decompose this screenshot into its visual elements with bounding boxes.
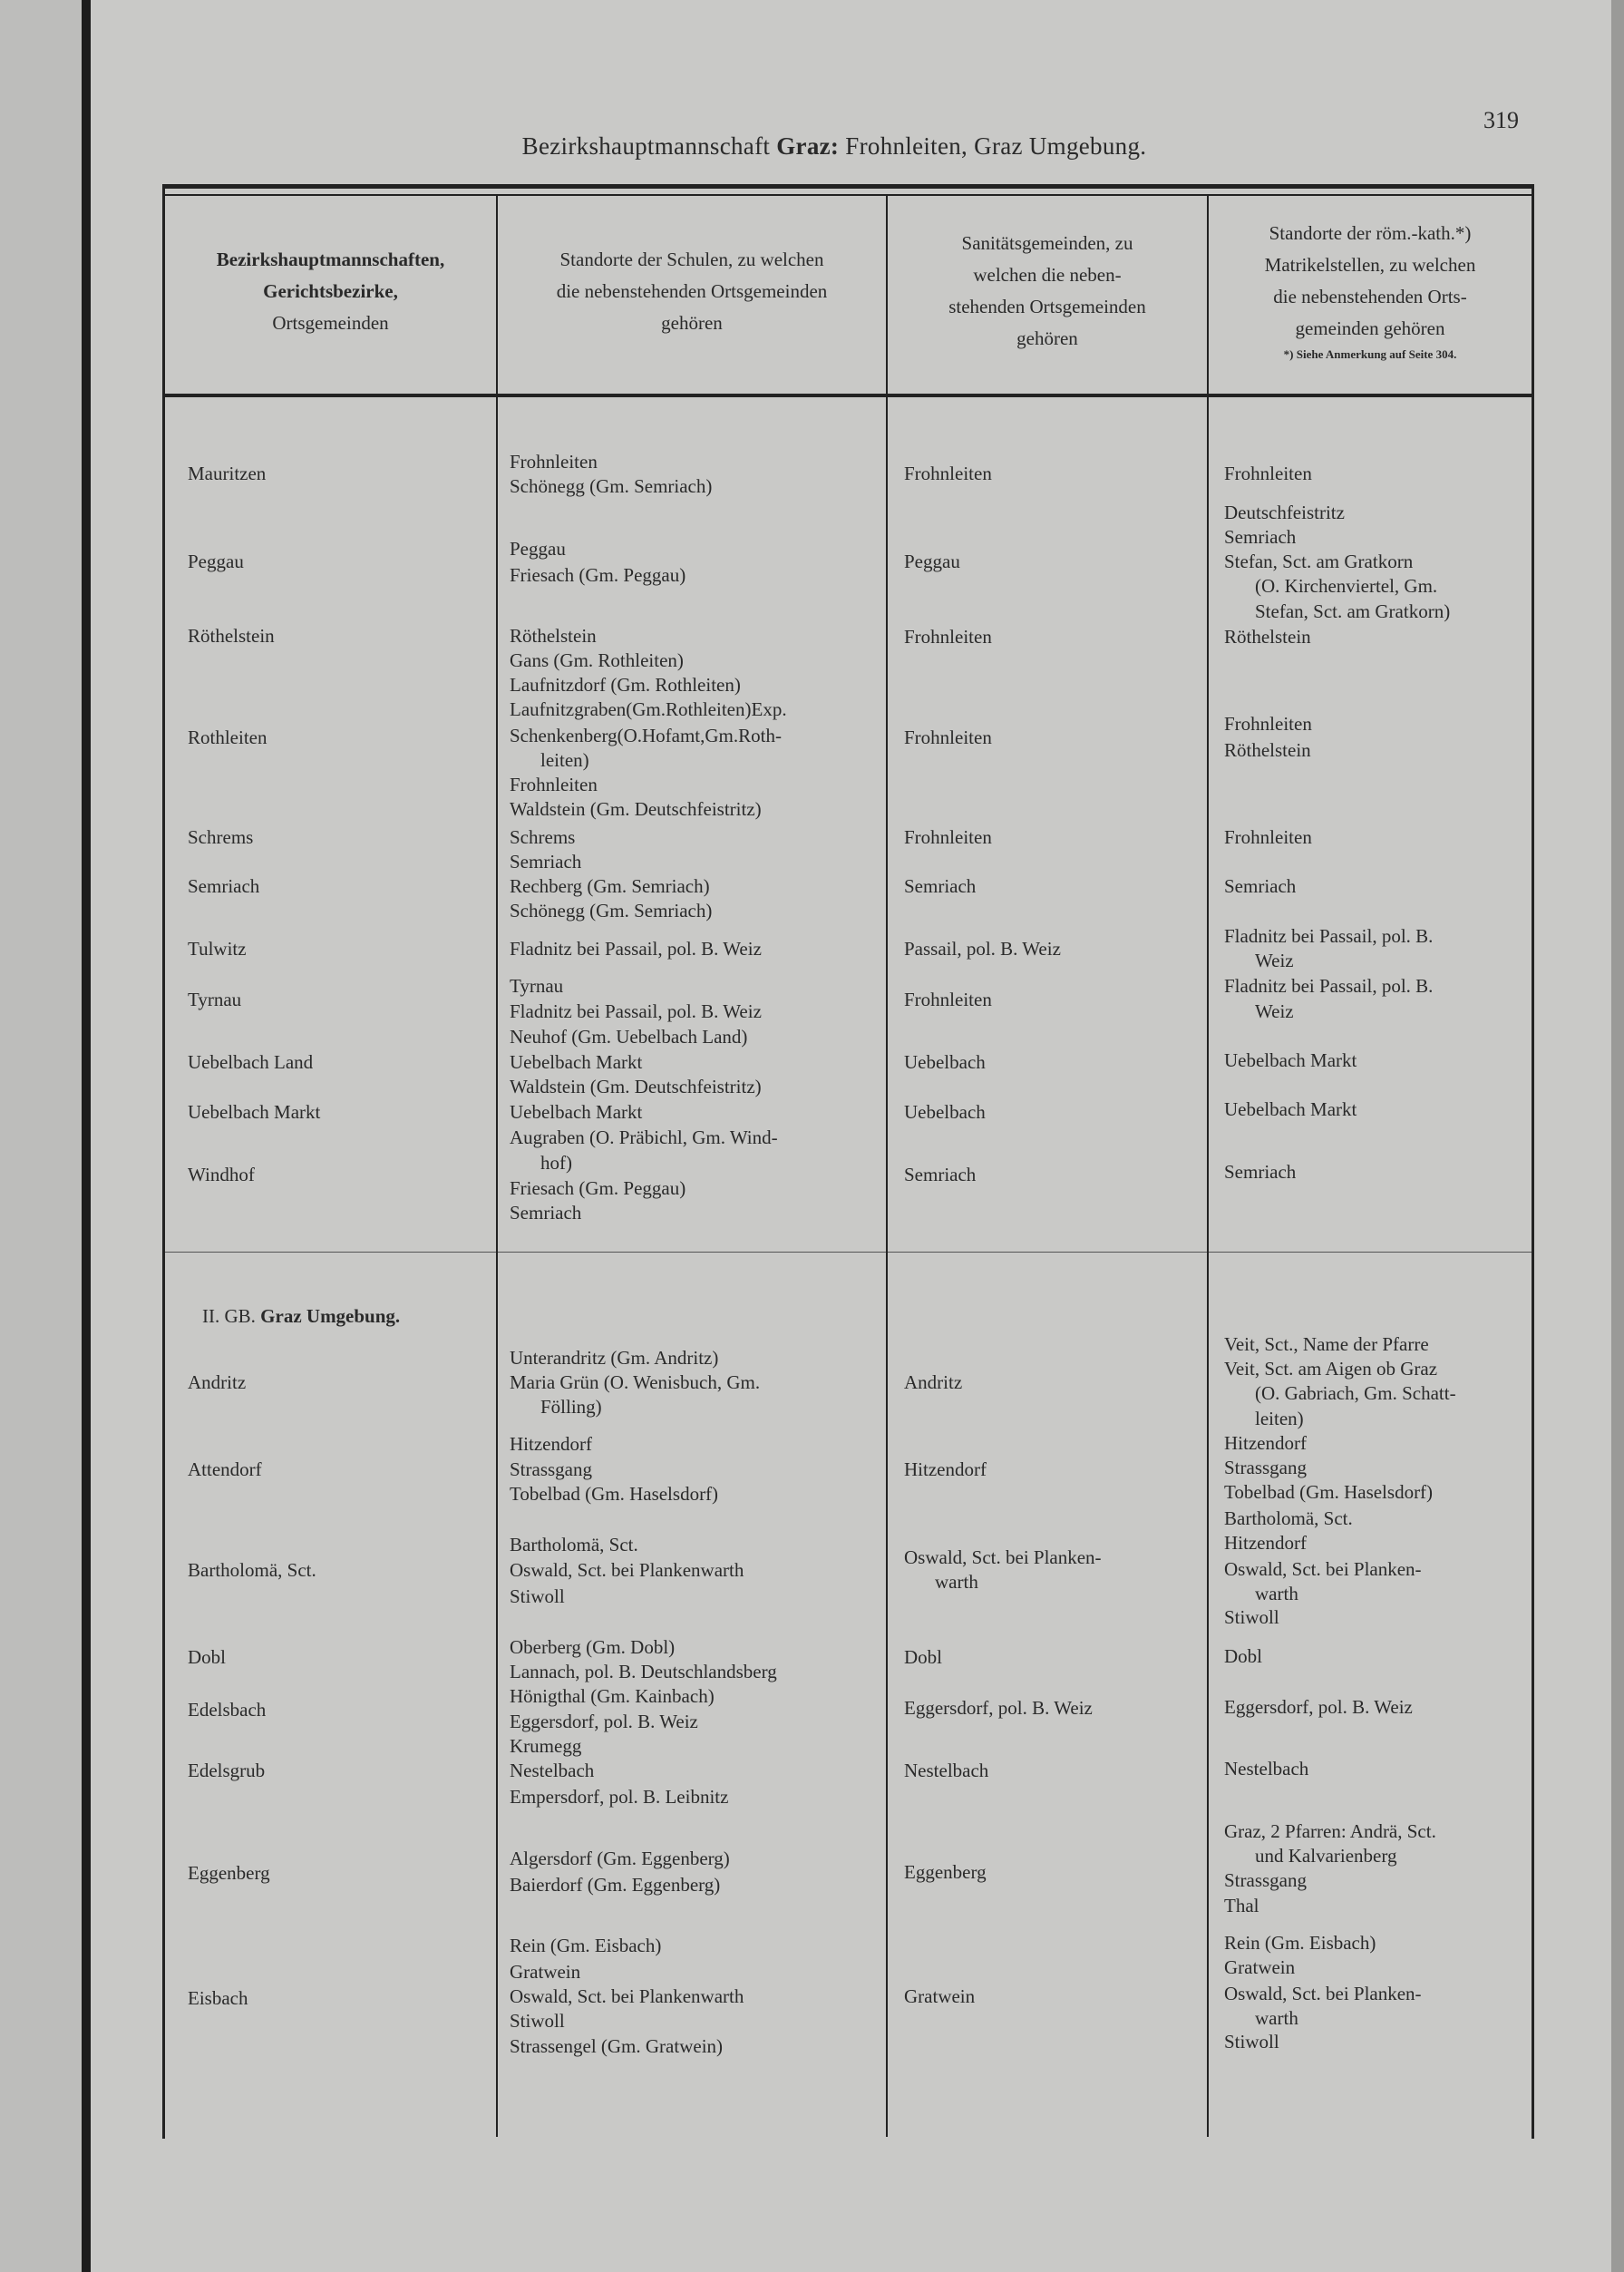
parish-location: Eggersdorf, pol. B. Weiz: [1224, 1695, 1413, 1718]
school-location: Schönegg (Gm. Semriach): [510, 900, 713, 922]
school-location: Unterandritz (Gm. Andritz): [510, 1346, 719, 1369]
sanitary-district: Uebelbach: [904, 1101, 986, 1124]
municipality-name: Eisbach: [188, 1986, 248, 2009]
school-location: Lannach, pol. B. Deutschlandsberg: [510, 1661, 777, 1683]
parish-location: Tobelbad (Gm. Haselsdorf): [1224, 1481, 1434, 1504]
municipality-name: Peggau: [188, 551, 244, 573]
page-edge: [1611, 0, 1624, 2272]
header-line: Gerichtsbezirke,: [263, 279, 398, 302]
school-location: Maria Grün (O. Wenisbuch, Gm.: [510, 1370, 761, 1393]
school-location: Eggersdorf, pol. B. Weiz: [510, 1710, 698, 1732]
parish-location: Frohnleiten: [1224, 713, 1312, 736]
sanitary-district: Oswald, Sct. bei Planken-: [904, 1546, 1102, 1569]
municipality-name: Edelsbach: [188, 1698, 267, 1721]
school-location: Fölling): [540, 1395, 602, 1418]
parish-location: Gratwein: [1224, 1956, 1296, 1979]
page-title: [0, 132, 1624, 161]
parish-location: Semriach: [1224, 1160, 1297, 1183]
municipality-name: Mauritzen: [188, 462, 267, 484]
parish-location: Frohnleiten: [1224, 462, 1312, 484]
school-location: Stiwoll: [510, 1585, 565, 1608]
school-location: Oberberg (Gm. Dobl): [510, 1636, 676, 1659]
parish-location: Weiz: [1255, 999, 1294, 1022]
header-col-schools: [498, 189, 886, 394]
municipality-name: Andritz: [188, 1370, 247, 1393]
parish-location: Weiz: [1255, 949, 1294, 971]
municipality-name: Röthelstein: [188, 624, 275, 647]
municipality-name: Windhof: [188, 1164, 255, 1186]
header-col-parish: [1209, 189, 1532, 394]
sanitary-district: Eggenberg: [904, 1860, 987, 1883]
municipality-name: Rothleiten: [188, 726, 267, 748]
parish-location: Strassgang: [1224, 1869, 1307, 1892]
header-line: gehören: [1016, 327, 1078, 349]
school-location: Friesach (Gm. Peggau): [510, 1176, 686, 1199]
school-location: Gans (Gm. Rothleiten): [510, 648, 684, 671]
school-location: Tyrnau: [510, 975, 564, 998]
sanitary-district: Semriach: [904, 875, 977, 898]
header-line: Standorte der Schulen, zu welchen: [559, 248, 824, 270]
parish-location: Semriach: [1224, 875, 1297, 898]
sanitary-district: Dobl: [904, 1646, 942, 1669]
school-location: Schrems: [510, 825, 576, 848]
header-line: Bezirkshauptmannschaften,: [216, 248, 445, 270]
parish-location: Hitzendorf: [1224, 1431, 1307, 1454]
parish-location: Frohnleiten: [1224, 825, 1312, 848]
parish-location: (O. Gabriach, Gm. Schatt-: [1255, 1382, 1456, 1405]
school-location: Empersdorf, pol. B. Leibnitz: [510, 1785, 729, 1808]
sanitary-district: Frohnleiten: [904, 988, 992, 1010]
parish-location: Fladnitz bei Passail, pol. B.: [1224, 975, 1434, 998]
school-location: Schenkenberg(O.Hofamt,Gm.Roth-: [510, 724, 782, 746]
school-location: Neuhof (Gm. Uebelbach Land): [510, 1026, 748, 1048]
facing-page-edge: [0, 0, 83, 2272]
school-location: Uebelbach Markt: [510, 1050, 643, 1073]
title-prefix: Bezirkshauptmannschaft: [521, 132, 771, 160]
header-line: gemeinden gehören: [1295, 317, 1445, 339]
municipality-name: Attendorf: [188, 1458, 262, 1480]
school-location: Rein (Gm. Eisbach): [510, 1935, 662, 1957]
school-location: hof): [540, 1152, 572, 1175]
school-location: Friesach (Gm. Peggau): [510, 563, 686, 586]
school-location: Peggau: [510, 537, 566, 560]
sanitary-district: Nestelbach: [904, 1759, 989, 1781]
parish-location: Röthelstein: [1224, 738, 1311, 761]
section-prefix: II. GB.: [202, 1305, 256, 1327]
parish-location: Hitzendorf: [1224, 1532, 1307, 1555]
school-location: Hönigthal (Gm. Kainbach): [510, 1685, 715, 1708]
municipality-name: Uebelbach Markt: [188, 1101, 321, 1124]
parish-location: Nestelbach: [1224, 1758, 1309, 1780]
municipality-name: Uebelbach Land: [188, 1050, 314, 1073]
header-col-district: [165, 189, 496, 394]
school-location: Gratwein: [510, 1961, 581, 1984]
school-location: Waldstein (Gm. Deutschfeistritz): [510, 1075, 762, 1097]
municipality-name: Tulwitz: [188, 937, 247, 960]
column-divider: [496, 196, 498, 2137]
school-location: Waldstein (Gm. Deutschfeistritz): [510, 798, 762, 821]
header-line: Ortsgemeinden: [272, 311, 389, 334]
school-location: Frohnleiten: [510, 450, 598, 473]
school-location: Laufnitzdorf (Gm. Rothleiten): [510, 674, 741, 697]
header-line: welchen die neben-: [973, 264, 1122, 286]
parish-location: Oswald, Sct. bei Planken-: [1224, 1983, 1422, 2005]
sanitary-district: Passail, pol. B. Weiz: [904, 937, 1061, 960]
header-line: gehören: [661, 311, 723, 334]
school-location: Oswald, Sct. bei Plankenwarth: [510, 1559, 744, 1582]
section-heading: [202, 1304, 400, 1328]
school-location: Hitzendorf: [510, 1433, 592, 1456]
municipality-name: Bartholomä, Sct.: [188, 1559, 316, 1582]
school-location: Uebelbach Markt: [510, 1101, 643, 1124]
sanitary-district: Andritz: [904, 1370, 963, 1393]
parish-location: Veit, Sct. am Aigen ob Graz: [1224, 1358, 1438, 1380]
parish-location: Deutschfeistritz: [1224, 501, 1345, 523]
parish-location: Graz, 2 Pfarren: Andrä, Sct.: [1224, 1820, 1436, 1843]
footnote-reference: *) Siehe Anmerkung auf Seite 304.: [1283, 347, 1457, 361]
school-location: Strassengel (Gm. Gratwein): [510, 2034, 724, 2057]
sanitary-district: Frohnleiten: [904, 825, 992, 848]
parish-location: Rein (Gm. Eisbach): [1224, 1932, 1376, 1955]
register-table: [162, 184, 1534, 2139]
municipality-name: Semriach: [188, 875, 260, 898]
sanitary-district: Frohnleiten: [904, 626, 992, 648]
sanitary-district: Frohnleiten: [904, 462, 992, 484]
parish-location: Uebelbach Markt: [1224, 1048, 1357, 1071]
book-spine: [82, 0, 91, 2272]
sanitary-district: Hitzendorf: [904, 1458, 987, 1480]
school-location: Röthelstein: [510, 624, 597, 647]
sanitary-district: Uebelbach: [904, 1050, 986, 1073]
school-location: Nestelbach: [510, 1759, 595, 1781]
parish-location: Veit, Sct., Name der Pfarre: [1224, 1333, 1429, 1356]
school-location: Fladnitz bei Passail, pol. B. Weiz: [510, 999, 762, 1022]
municipality-name: Dobl: [188, 1646, 226, 1669]
page-number: 319: [1483, 107, 1519, 133]
parish-location: Stiwoll: [1224, 2030, 1279, 2053]
sanitary-district: Frohnleiten: [904, 726, 992, 748]
parish-location: Semriach: [1224, 526, 1297, 549]
parish-location: warth: [1255, 2007, 1298, 2030]
header-line: die nebenstehenden Orts-: [1273, 286, 1467, 307]
school-location: Strassgang: [510, 1458, 592, 1480]
school-location: Laufnitzgraben(Gm.Rothleiten)Exp.: [510, 698, 787, 721]
header-line: Standorte der röm.-kath.*): [1269, 222, 1472, 244]
school-location: leiten): [540, 749, 589, 772]
municipality-name: Eggenberg: [188, 1862, 270, 1885]
municipality-name: Schrems: [188, 825, 254, 848]
school-location: Rechberg (Gm. Semriach): [510, 875, 710, 898]
parish-location: Bartholomä, Sct.: [1224, 1507, 1353, 1529]
school-location: Baierdorf (Gm. Eggenberg): [510, 1874, 721, 1897]
header-line: Matrikelstellen, zu welchen: [1264, 254, 1476, 276]
parish-location: Stefan, Sct. am Gratkorn): [1255, 600, 1451, 622]
sanitary-district: Peggau: [904, 551, 960, 573]
parish-location: Fladnitz bei Passail, pol. B.: [1224, 924, 1434, 947]
school-location: Schönegg (Gm. Semriach): [510, 475, 713, 498]
school-location: Oswald, Sct. bei Plankenwarth: [510, 1985, 744, 2008]
header-line: die nebenstehenden Ortsgemeinden: [556, 279, 828, 302]
parish-location: (O. Kirchenviertel, Gm.: [1255, 575, 1438, 598]
school-location: Augraben (O. Präbichl, Gm. Wind-: [510, 1126, 778, 1148]
school-location: Tobelbad (Gm. Haselsdorf): [510, 1482, 719, 1505]
parish-location: Stefan, Sct. am Gratkorn: [1224, 551, 1414, 573]
title-rest: Frohnleiten, Graz Umgebung.: [845, 132, 1147, 160]
parish-location: und Kalvarienberg: [1255, 1845, 1397, 1867]
parish-location: Uebelbach Markt: [1224, 1098, 1357, 1121]
parish-location: Thal: [1224, 1894, 1259, 1916]
school-location: Algersdorf (Gm. Eggenberg): [510, 1848, 730, 1870]
municipality-name: Edelsgrub: [188, 1759, 266, 1781]
parish-location: leiten): [1255, 1407, 1304, 1429]
column-divider: [1207, 196, 1209, 2137]
parish-location: Oswald, Sct. bei Planken-: [1224, 1557, 1422, 1580]
school-location: Fladnitz bei Passail, pol. B. Weiz: [510, 937, 762, 960]
parish-location: Stiwoll: [1224, 1605, 1279, 1628]
section-divider: [165, 1252, 1532, 1253]
school-location: Frohnleiten: [510, 774, 598, 796]
title-district: Graz:: [776, 132, 840, 160]
school-location: Semriach: [510, 851, 582, 873]
sanitary-district: Eggersdorf, pol. B. Weiz: [904, 1697, 1093, 1720]
parish-location: Röthelstein: [1224, 626, 1311, 648]
municipality-name: Tyrnau: [188, 988, 242, 1010]
parish-location: Strassgang: [1224, 1456, 1307, 1478]
sanitary-district: Gratwein: [904, 1985, 976, 2008]
school-location: Bartholomä, Sct.: [510, 1533, 638, 1555]
header-bottom-rule: [165, 394, 1532, 397]
parish-location: warth: [1255, 1583, 1298, 1604]
school-location: Stiwoll: [510, 2010, 565, 2033]
school-location: Krumegg: [510, 1734, 582, 1757]
header-col-sanitary: [888, 189, 1207, 394]
column-divider: [886, 196, 888, 2137]
header-line: stehenden Ortsgemeinden: [948, 296, 1146, 317]
sanitary-district: Semriach: [904, 1164, 977, 1186]
section-name: Graz Umgebung.: [260, 1305, 401, 1327]
header-line: Sanitätsgemeinden, zu: [961, 232, 1133, 254]
parish-location: Dobl: [1224, 1644, 1262, 1667]
sanitary-district: warth: [935, 1571, 978, 1594]
school-location: Semriach: [510, 1201, 582, 1224]
